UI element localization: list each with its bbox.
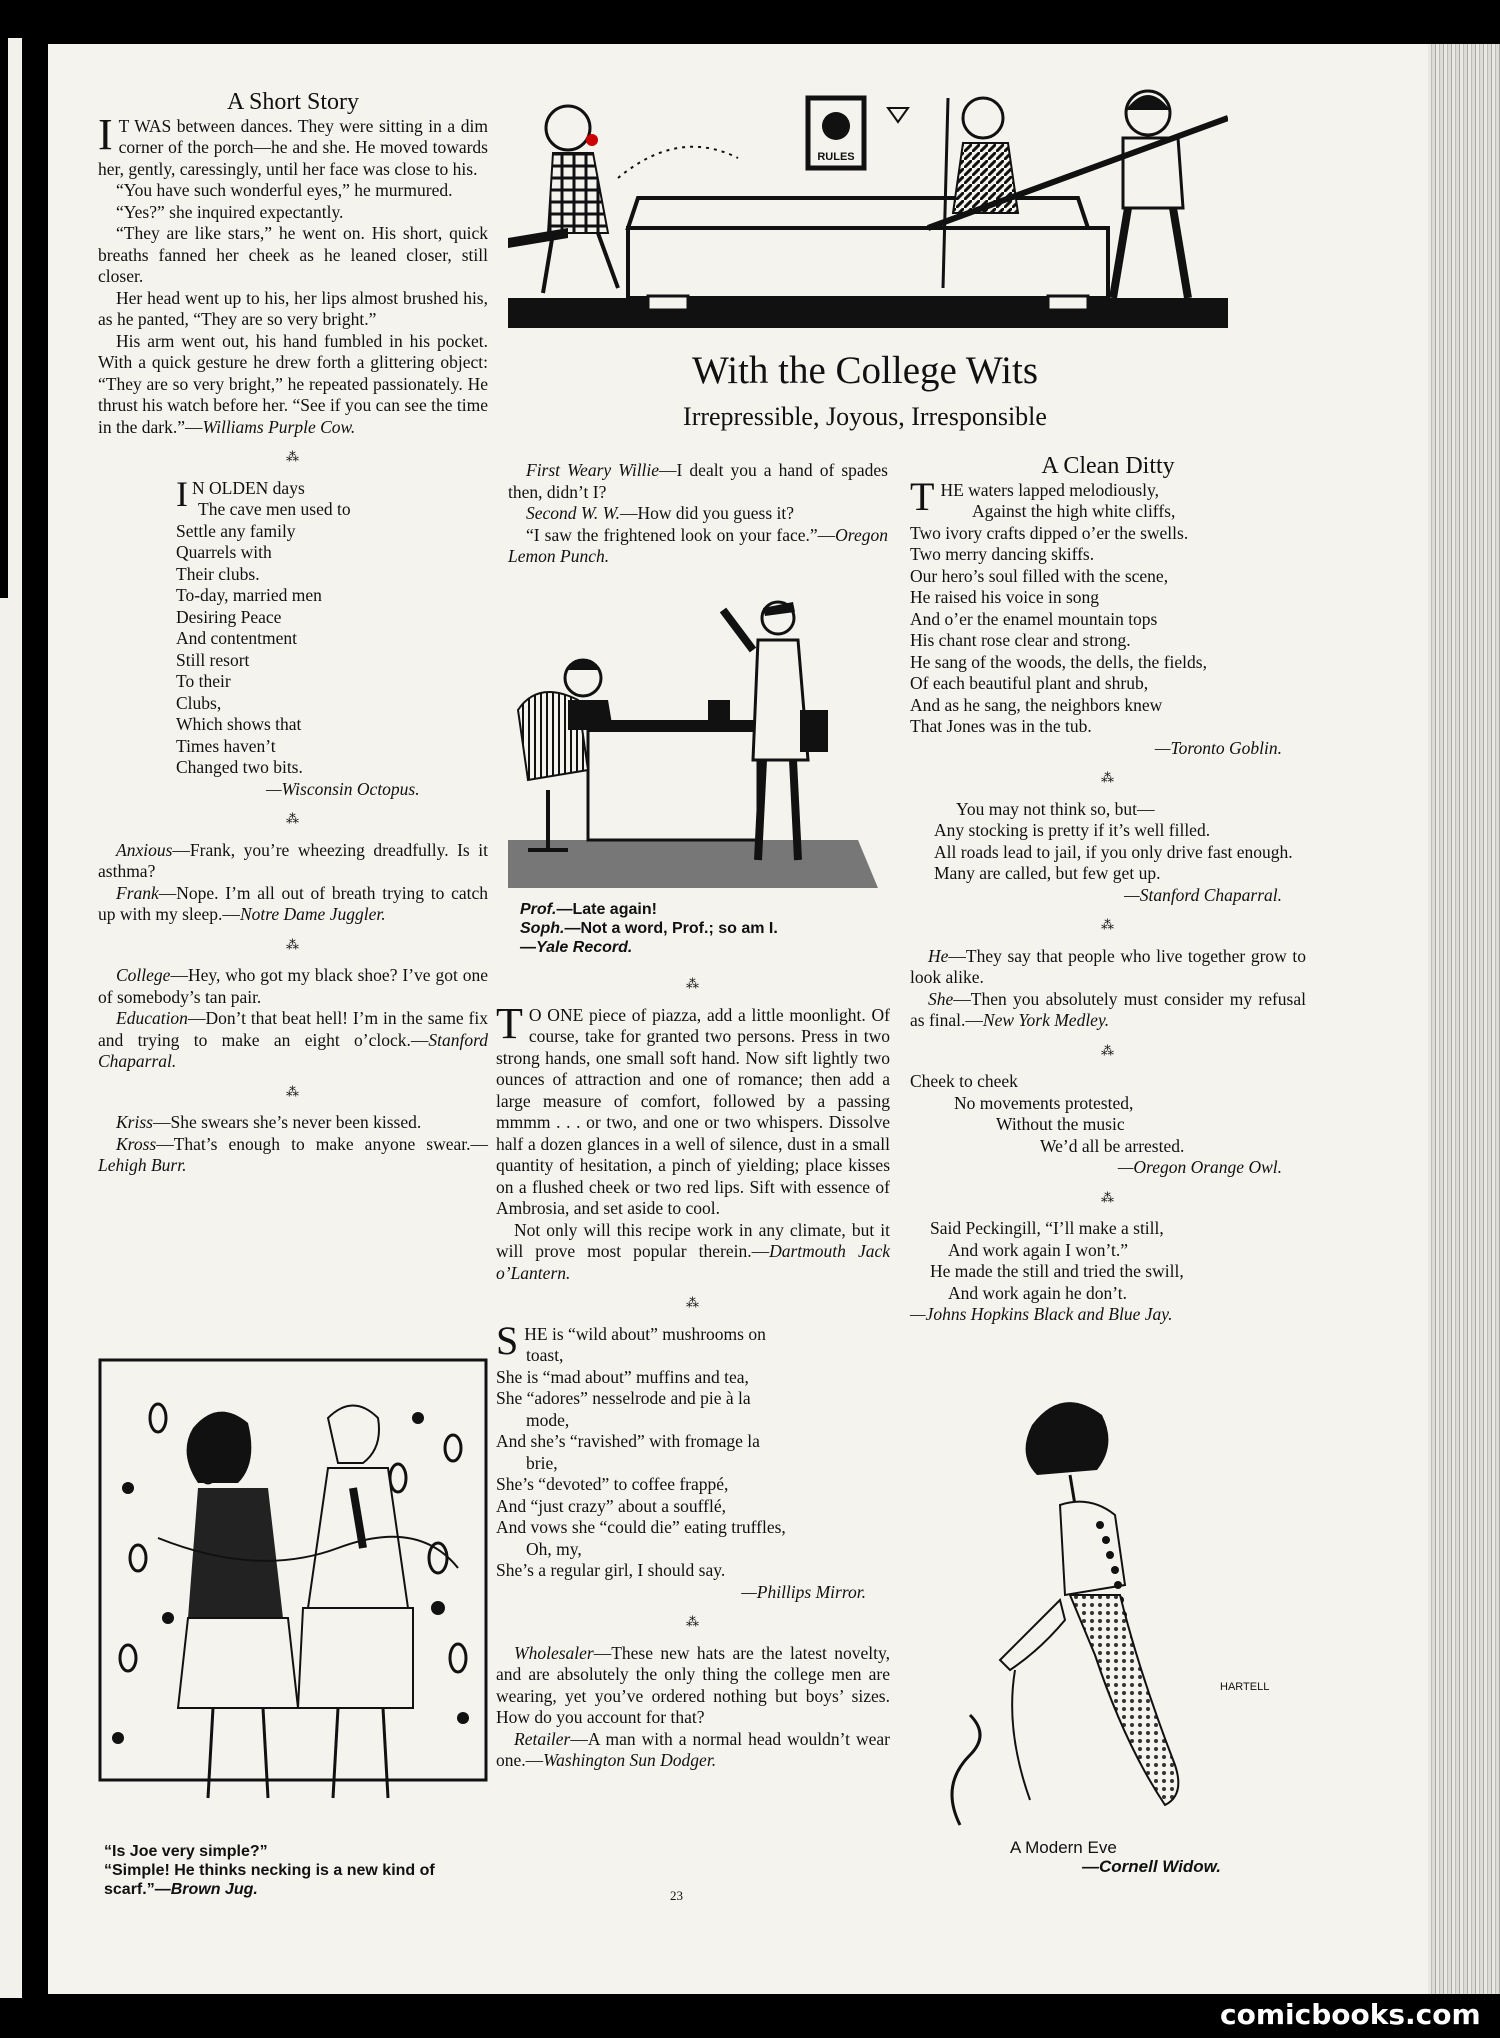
cheek-line: Without the music: [996, 1114, 1125, 1134]
modern-eve-illustration: [920, 1385, 1300, 1835]
recipe-p2: Not only will this recipe work in any climate, but it will prove most popular therein.—Dartmouth Jack o’Lantern.: [496, 1219, 890, 1283]
anxious-joke-a: Anxious—Frank, you’re wheezing dreadfully. Is it asthma?: [98, 839, 488, 881]
olden-line: To-day, married men: [176, 585, 322, 605]
olden-source: —Wisconsin Octopus.: [266, 778, 420, 799]
short-story-p5: Her head went up to his, her lips almost brushed his, as he panted, “They are so very bright.”: [98, 287, 488, 329]
olden-line: Quarrels with: [176, 542, 272, 562]
drop-cap: I: [98, 109, 113, 159]
peckingill-verse: [910, 1218, 1306, 1326]
cheek-line: Cheek to cheek: [910, 1071, 1018, 1091]
short-story-p4: “They are like stars,” he went on. His short, quick breaths fanned her cheek as he leaned closer, still closer.: [98, 223, 488, 286]
alike-joke-b: She—Then you absolutely must consider my refusal as final.—New York Medley.: [910, 988, 1306, 1030]
college-joke-a: College—Hey, who got my black shoe? I’ve got one of somebody’s tan pair.: [98, 965, 488, 1007]
olden-line: Desiring Peace: [176, 606, 282, 627]
middle-column-bottom: [496, 965, 890, 1772]
ditty-line: That Jones was in the tub.: [910, 716, 1092, 736]
billiards-illustration: [508, 88, 1228, 338]
ditty-line: THE waters lapped melodiously,: [910, 473, 1159, 519]
watermark: comicbooks.com: [1220, 1998, 1481, 2031]
ornament: ⁂: [1101, 1042, 1115, 1058]
prof-caption-source: —Yale Record.: [520, 939, 633, 956]
scarf-caption-line1: “Is Joe very simple?”: [104, 1843, 268, 1860]
ornament: ⁂: [686, 976, 700, 991]
page-subtitle: Irrepressible, Joyous, Irresponsible: [683, 402, 1047, 431]
mushrooms-source: —Phillips Mirror.: [741, 1581, 866, 1602]
ditty-line: Two merry dancing skiffs.: [910, 544, 1095, 564]
ditty-line: Against the high white cliffs,: [972, 501, 1176, 521]
prof-caption-line1: Prof.—Late again!: [520, 901, 657, 918]
olden-line: To their: [176, 671, 231, 691]
ornament: ⁂: [1101, 917, 1115, 932]
stocking-line: Many are called, but few get up.: [934, 863, 1161, 883]
olden-line: Still resort: [176, 649, 250, 670]
mushrooms-line: mode,: [526, 1409, 570, 1430]
rules-sign: RULES: [817, 151, 855, 163]
cheek-line: No movements protested,: [954, 1092, 1134, 1113]
olden-line: And contentment: [176, 628, 298, 648]
stocking-source: —Stanford Chaparral.: [1124, 884, 1282, 905]
retailer-joke: Retailer—A man with a normal head wouldn’t wear one.—Washington Sun Dodger.: [496, 1728, 890, 1770]
ornament: ⁂: [1101, 1189, 1115, 1205]
ditty-line: And o’er the enamel mountain tops: [910, 608, 1158, 629]
olden-line: I N OLDEN days: [176, 473, 305, 514]
scarf-caption-line2: “Simple! He thinks necking is a new kind of scarf.”—Brown Jug.: [104, 1862, 435, 1898]
peckingill-line: And work again I won’t.”: [948, 1239, 1128, 1260]
mushrooms-line: She “adores” nesselrode and pie à la: [496, 1388, 751, 1408]
ditty-line: And as he sang, the neighbors knew: [910, 694, 1163, 715]
professor-illustration: [508, 590, 888, 895]
ornament: ⁂: [686, 1295, 700, 1310]
peckingill-line: He made the still and tried the swill,: [930, 1261, 1184, 1281]
clean-ditty-verse: [910, 473, 1306, 760]
eve-caption-line2: —Cornell Widow.: [1082, 1857, 1221, 1876]
ditty-line: His chant rose clear and strong.: [910, 630, 1131, 650]
left-column: [98, 89, 488, 1177]
mushrooms-line: And “just crazy” about a soufflé,: [496, 1495, 727, 1516]
clean-ditty-title: A Clean Ditty: [1041, 453, 1175, 479]
stocking-line: Any stocking is pretty if it’s well filled.: [934, 820, 1211, 840]
mushrooms-line: Oh, my,: [526, 1538, 582, 1559]
college-joke-b: Education—Don’t that beat hell! I’m in the same fix and trying to make an eight o’clock.—Stanford Chaparral.: [98, 1008, 488, 1071]
peckingill-source: —Johns Hopkins Black and Blue Jay.: [910, 1304, 1173, 1324]
ditty-line: Two ivory crafts dipped o’er the swells.: [910, 522, 1189, 543]
olden-line: The cave men used to: [198, 499, 351, 519]
scarf-caption: [98, 1842, 488, 1899]
recipe-p1: T O ONE piece of piazza, add a little moonlight. Of course, take for granted two persons. Press in two strong hands, one small soft hand. Now sift lightly two ounces of attraction and one of romance; then add a large measure of comfort, followed by a passing mmmm . . . or two, and one or two whispers. Dissolve half a dozen glances in a well of silence, dust in a small quantity of hesitation, a pinch of yielding; place kisses on a flushed cheek or two red lips. Sift with essence of Ambrosia, and set aside to cool.: [496, 998, 890, 1218]
page-title: With the College Wits: [691, 349, 1038, 392]
stocking-joke: [910, 799, 1306, 907]
mushrooms-line: She’s “devoted” to coffee frappé,: [496, 1474, 729, 1494]
ditty-line: Our hero’s soul filled with the scene,: [910, 565, 1169, 586]
anxious-joke-b: Frank—Nope. I’m all out of breath trying to catch up with my sleep.—Notre Dame Juggler.: [98, 882, 488, 924]
peckingill-line: And work again he don’t.: [948, 1282, 1128, 1303]
mushrooms-line: brie,: [526, 1452, 558, 1473]
weary-joke-a: First Weary Willie—I dealt you a hand of spades then, didn’t I?: [508, 460, 888, 502]
wholesaler-joke: Wholesaler—These new hats are the latest novelty, and are absolutely the only thing the college men are wearing, yet you’ve ordered nothing but boys’ sizes. How do you account for that?: [496, 1642, 890, 1727]
kriss-joke-a: Kriss—She swears she’s never been kissed.: [116, 1112, 422, 1132]
eve-caption-line1: A Modern Eve: [1010, 1838, 1117, 1857]
alike-joke-a: He—They say that people who live together grow to look alike.: [910, 945, 1306, 987]
page-edges: [1428, 44, 1500, 1994]
short-story-p6: His arm went out, his hand fumbled in his pocket. With a quick gesture he drew forth a glittering object: “They are so very bright,” he repeated passionately. He thrust his watch before her. “See if you can see the time in the dark.”—Williams Purple Cow.: [98, 330, 488, 437]
stocking-line: You may not think so, but—: [956, 798, 1155, 819]
olden-line: Times haven’t: [176, 735, 276, 756]
mushrooms-line: toast,: [526, 1345, 564, 1365]
right-column: [910, 453, 1306, 1326]
olden-line: Changed two bits.: [176, 757, 303, 777]
cheek-verse: [910, 1071, 1306, 1179]
olden-line: Their clubs.: [176, 563, 260, 584]
short-story-title: A Short Story: [226, 89, 360, 115]
weary-joke-c: “I saw the frightened look on your face.”—Oregon Lemon Punch.: [508, 524, 888, 566]
ornament: ⁂: [286, 449, 300, 464]
stocking-line: All roads lead to jail, if you only drive fast enough.: [934, 841, 1293, 862]
cheek-source: —Oregon Orange Owl.: [1117, 1157, 1282, 1177]
short-story-p2: “You have such wonderful eyes,” he murmured.: [116, 180, 453, 200]
olden-line: Clubs,: [176, 692, 222, 713]
ornament: ⁂: [286, 936, 300, 952]
artist-signature: HARTELL: [1220, 1681, 1270, 1693]
ditty-line: He raised his voice in song: [910, 587, 1100, 607]
olden-verse: [176, 473, 488, 801]
mushrooms-verse: [496, 1317, 890, 1604]
ditty-source: —Toronto Goblin.: [1154, 737, 1282, 758]
ornament: ⁂: [686, 1614, 700, 1629]
mushrooms-line: She’s a regular girl, I should say.: [496, 1560, 726, 1580]
ditty-line: Of each beautiful plant and shrub,: [910, 673, 1149, 693]
prof-caption: [520, 900, 880, 957]
mushrooms-line: She is “mad about” muffins and tea,: [496, 1366, 749, 1387]
olden-line: Which shows that: [176, 714, 302, 734]
middle-column-top: [508, 460, 888, 568]
ornament: ⁂: [1101, 770, 1115, 785]
ornament: ⁂: [286, 811, 300, 826]
olden-line: Settle any family: [176, 520, 296, 541]
cheek-line: We’d all be arrested.: [1040, 1135, 1185, 1156]
facing-page-rule: [0, 38, 8, 598]
eve-caption: [1010, 1838, 1270, 1876]
mushrooms-line: And vows she “could die” eating truffles,: [496, 1517, 786, 1537]
short-story-p3: “Yes?” she inquired expectantly.: [116, 201, 344, 222]
peckingill-line: Said Peckingill, “I’ll make a still,: [930, 1218, 1164, 1238]
kriss-joke-b: Kross—That’s enough to make anyone swear.—Lehigh Burr.: [98, 1133, 488, 1175]
short-story-p1: I T WAS between dances. They were sitting in a dim corner of the porch—he and she. He moved towards her, gently, caressingly, until her face was close to his.: [98, 109, 488, 179]
ditty-line: He sang of the woods, the dells, the fields,: [910, 651, 1207, 672]
weary-joke-b: Second W. W.—How did you guess it?: [526, 503, 795, 523]
mushrooms-line: SHE is “wild about” mushrooms on: [496, 1317, 766, 1363]
ornament: ⁂: [286, 1083, 300, 1099]
scarf-illustration: [98, 1358, 488, 1838]
mushrooms-line: And she’s “ravished” with fromage la: [496, 1431, 760, 1451]
page-number: 23: [670, 1888, 683, 1903]
prof-caption-line2: Soph.—Not a word, Prof.; so am I.: [520, 920, 778, 937]
